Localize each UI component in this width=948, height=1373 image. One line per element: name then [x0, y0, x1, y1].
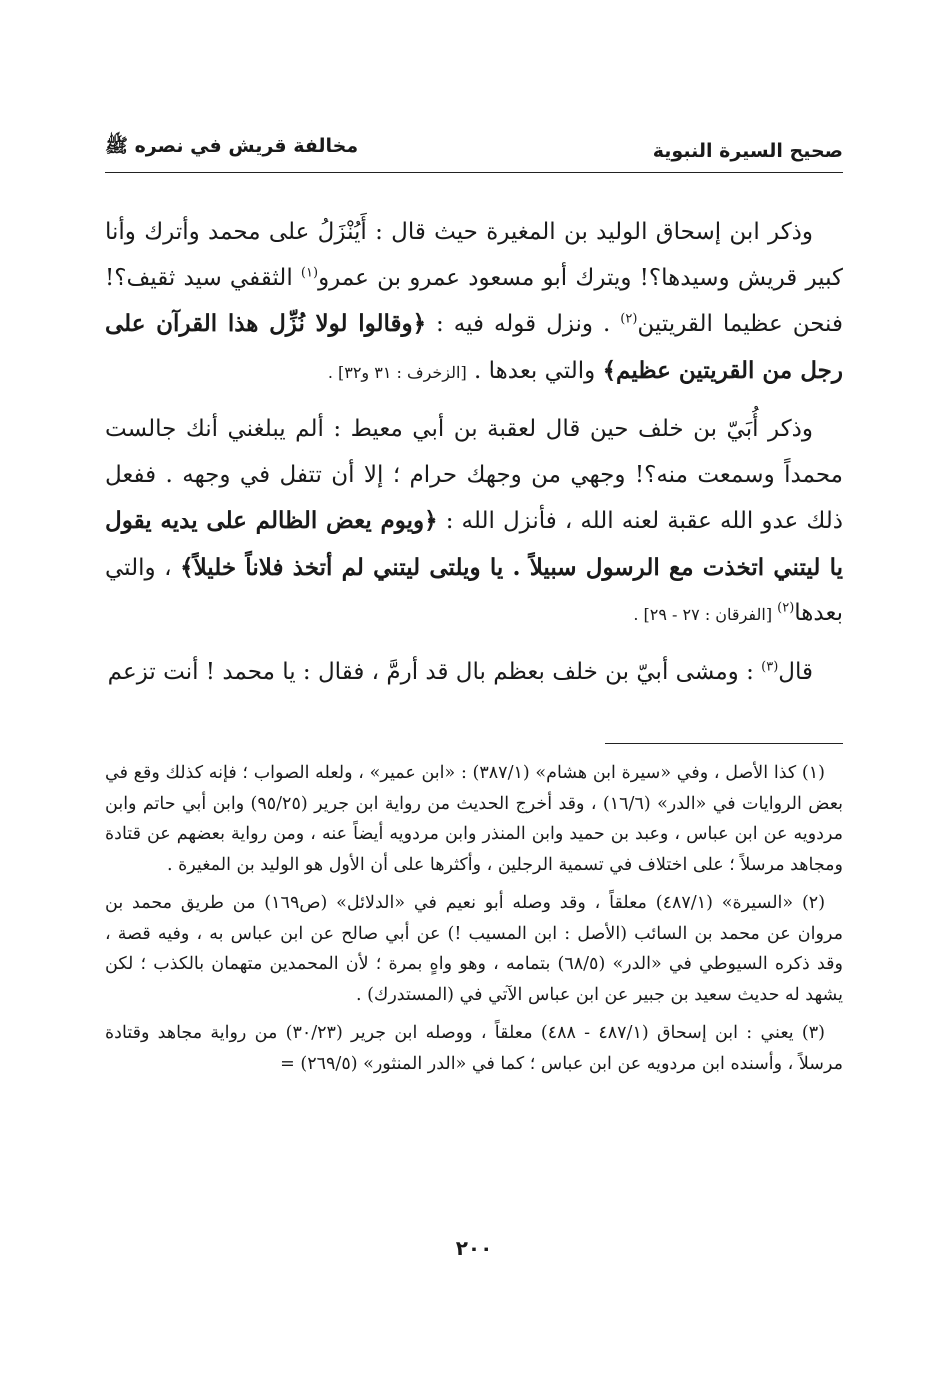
- footnotes: [105, 758, 843, 1087]
- footnote-rule: [605, 743, 843, 744]
- p3-text-b: : ومشى أبيّ بن خلف بعظم بال قد أرمَّ ، فقال : يا محمد ! أنت تزعم: [107, 658, 762, 685]
- p2-text-b: ، والتي بعدها: [105, 554, 843, 626]
- quran-verse-2: ﴿ويوم يعض الظالم على يديه يقول يا ليتني اتخذت مع الرسول سبيلاً . يا ويلتى ليتني لم أتخذ فلاناً خليلاً﴾: [105, 507, 843, 581]
- quran-verse-1: ﴿وقالوا لولا نُزِّل هذا القرآن على رجل من القريتين عظيم﴾: [105, 310, 843, 384]
- header-rule: [105, 172, 843, 173]
- main-text: [105, 210, 843, 707]
- p2-text-a: وذكر أُبَيّ بن خلف حين قال لعقبة بن أبي معيط : ألم يبلغني أنك جالست محمداً وسمعت منه؟! وجهي من وجهك حرام ؛ إلا أن تتفل في وجهه . ففعل ذلك عدو الله عقبة لعنه الله ، فأنزل الله :: [105, 416, 843, 534]
- running-header: [105, 128, 843, 162]
- footnote-marker-2b: (٢): [777, 600, 795, 616]
- footnote-marker-2: (٢): [620, 311, 638, 327]
- p3-text-a: قال: [778, 658, 813, 685]
- footnote-marker-3: (٣): [761, 658, 779, 674]
- p1-text-d: والتي بعدها .: [466, 357, 603, 384]
- page-number: ٢٠٠: [455, 1236, 493, 1260]
- paragraph-3: [105, 650, 843, 696]
- footnote-3: (٣) يعني : ابن إسحاق (٤٨٧/١ - ٤٨٨) معلقاً ، ووصله ابن جرير (٣٠/٢٣) من رواية مجاهد وقتادة مرسلاً ، وأسنده ابن مردويه عن ابن عباس ؛ كما في «الدر المنثور» (٢٦٩/٥) =: [105, 1023, 843, 1074]
- book-title: صحيح السيرة النبوية: [652, 140, 843, 162]
- footnote-marker-1: (١): [300, 264, 319, 280]
- paragraph-1: [105, 210, 843, 395]
- chapter-title: مخالفة قريش في نصره ﷺ: [105, 135, 359, 157]
- p1-text-b: الثقفي سيد ثقيف؟! فنحن عظيما القريتين: [105, 264, 843, 337]
- footnote-1: (١) كذا الأصل ، وفي «سيرة ابن هشام» (٣٨٧/١) : «ابن عمير» ، ولعله الصواب ؛ فإنه كذلك وقع في بعض الروايات في «الدر» (١٦/٦) ، وقد أخرج الحديث من رواية ابن جرير (٩٥/٢٥) وابن أبي حاتم وابن مردويه عن ابن عباس ، وعبد بن حميد وابن المنذر وابن مردويه أيضاً عنه ، ومن رواية بعضهم عن قتادة ومجاهد مرسلاً ؛ على اختلاف في تسمية الرجلين ، وأكثرها على أن الأول هو الوليد بن المغيرة .: [105, 763, 844, 875]
- quran-reference-2: [الفرقان : ٢٧ - ٢٩] .: [633, 605, 778, 624]
- p1-text-a: وذكر ابن إسحاق الوليد بن المغيرة حيث قال : أَيُنْزَلُ على محمد وأترك وأنا كبير قريش وسيدها؟! ويترك أبو مسعود عمرو بن عمرو: [105, 219, 843, 291]
- p1-text-c: . ونزل قوله فيه :: [426, 311, 621, 337]
- footnote-2: (٢) «السيرة» (٤٨٧/١) معلقاً ، وقد وصله أبو نعيم في «الدلائل» (ص١٦٩) من طريق محمد بن مروان عن محمد بن السائب (الأصل : ابن المسيب !) عن أبي صالح عن ابن عباس به ، وفيه قصة ، وقد ذكره السيوطي في «الدر» (٦٨/٥) بتمامه ، وهو واهٍ بمرة ؛ لأن المحمدين متهمان بالكذب ؛ لكن يشهد له حديث سعيد بن جبير عن ابن عباس الآتي في (المستدرك) .: [105, 893, 843, 1005]
- quran-reference-1: [الزخرف : ٣١ و٣٢] .: [327, 362, 467, 382]
- paragraph-2: [105, 407, 843, 638]
